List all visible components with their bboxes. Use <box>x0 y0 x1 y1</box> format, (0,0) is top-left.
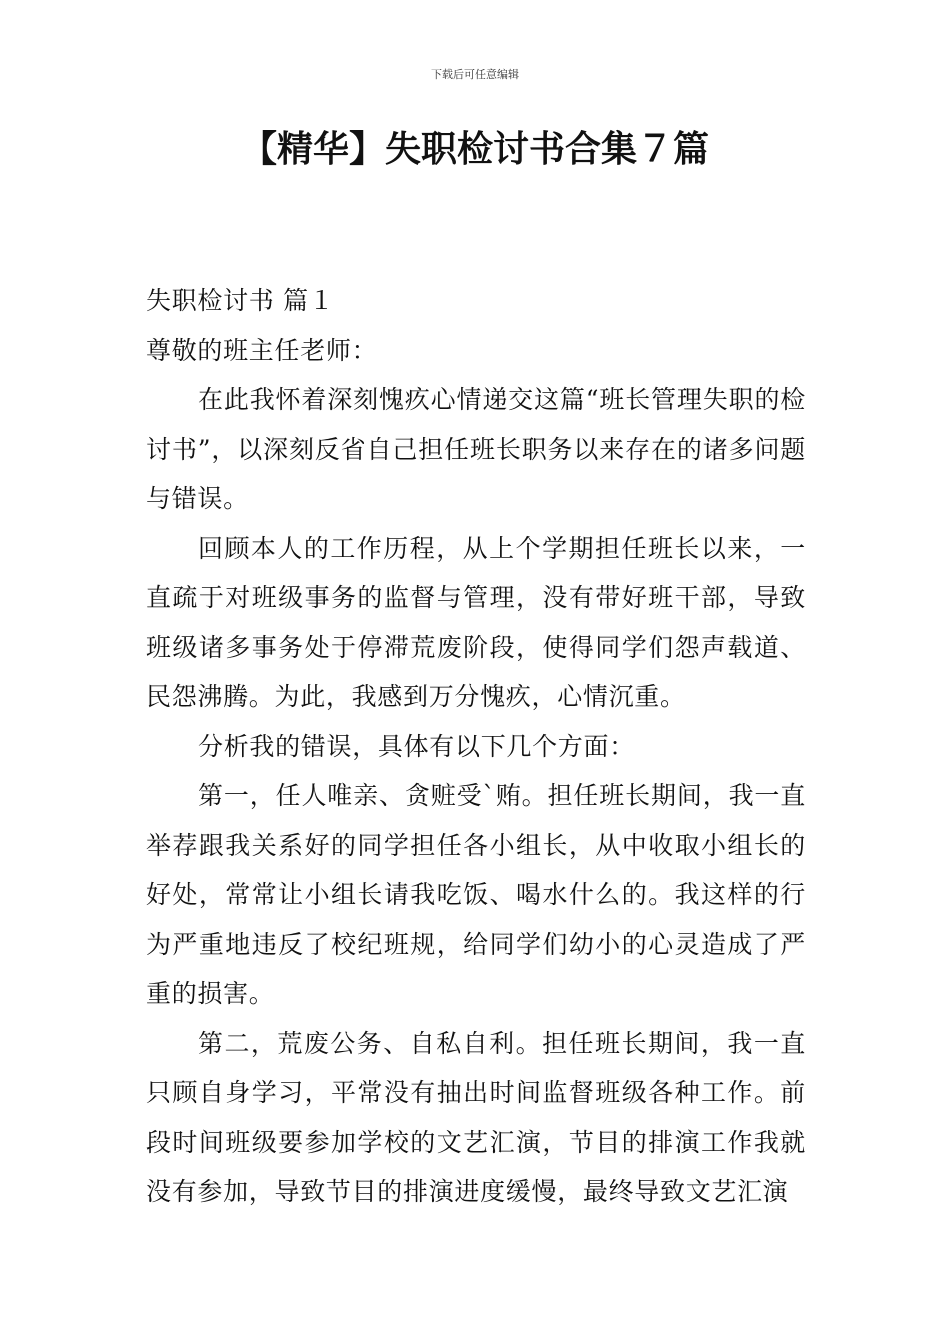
document-title: 【精华】失职检讨书合集７篇 <box>240 129 709 170</box>
paragraph: 分析我的错误，具体有以下几个方面： <box>198 731 635 761</box>
paragraph: 回顾本人的工作历程，从上个学期担任班长以来，一直疏于对班级事务的监督与管理，没有带好班干部，导致班级诸多事务处于停滞荒废阶段，使得同学们怨声载道、民怨沸腾。为此，我感到万分愧疚，心情沉重。 <box>146 533 806 711</box>
salutation: 尊敬的班主任老师： <box>146 335 378 365</box>
paragraph: 第一，任人唯亲、贪赃受`贿。担任班长期间，我一直举荐跟我关系好的同学担任各小组长，从中收取小组长的好处，常常让小组长请我吃饭、喝水什么的。我这样的行为严重地违反了校纪班规，给同学们幼小的心灵造成了严重的损害。 <box>146 781 806 1008</box>
paragraph: 在此我怀着深刻愧疚心情递交这篇“班长管理失职的检讨书”，以深刻反省自己担任班长职务以来存在的诸多问题与错误。 <box>146 385 806 513</box>
section-heading: 失职检讨书 篇１ <box>146 286 335 315</box>
header-note: 下载后可任意编辑 <box>431 68 519 81</box>
document-body <box>146 276 806 1217</box>
paragraph: 第二，荒废公务、自私自利。担任班长期间，我一直只顾自身学习，平常没有抽出时间监督班级各种工作。前段时间班级要参加学校的文艺汇演，节目的排演工作我就没有参加，导致节目的排演进度缓慢，最终导致文艺汇演 <box>146 1028 806 1206</box>
